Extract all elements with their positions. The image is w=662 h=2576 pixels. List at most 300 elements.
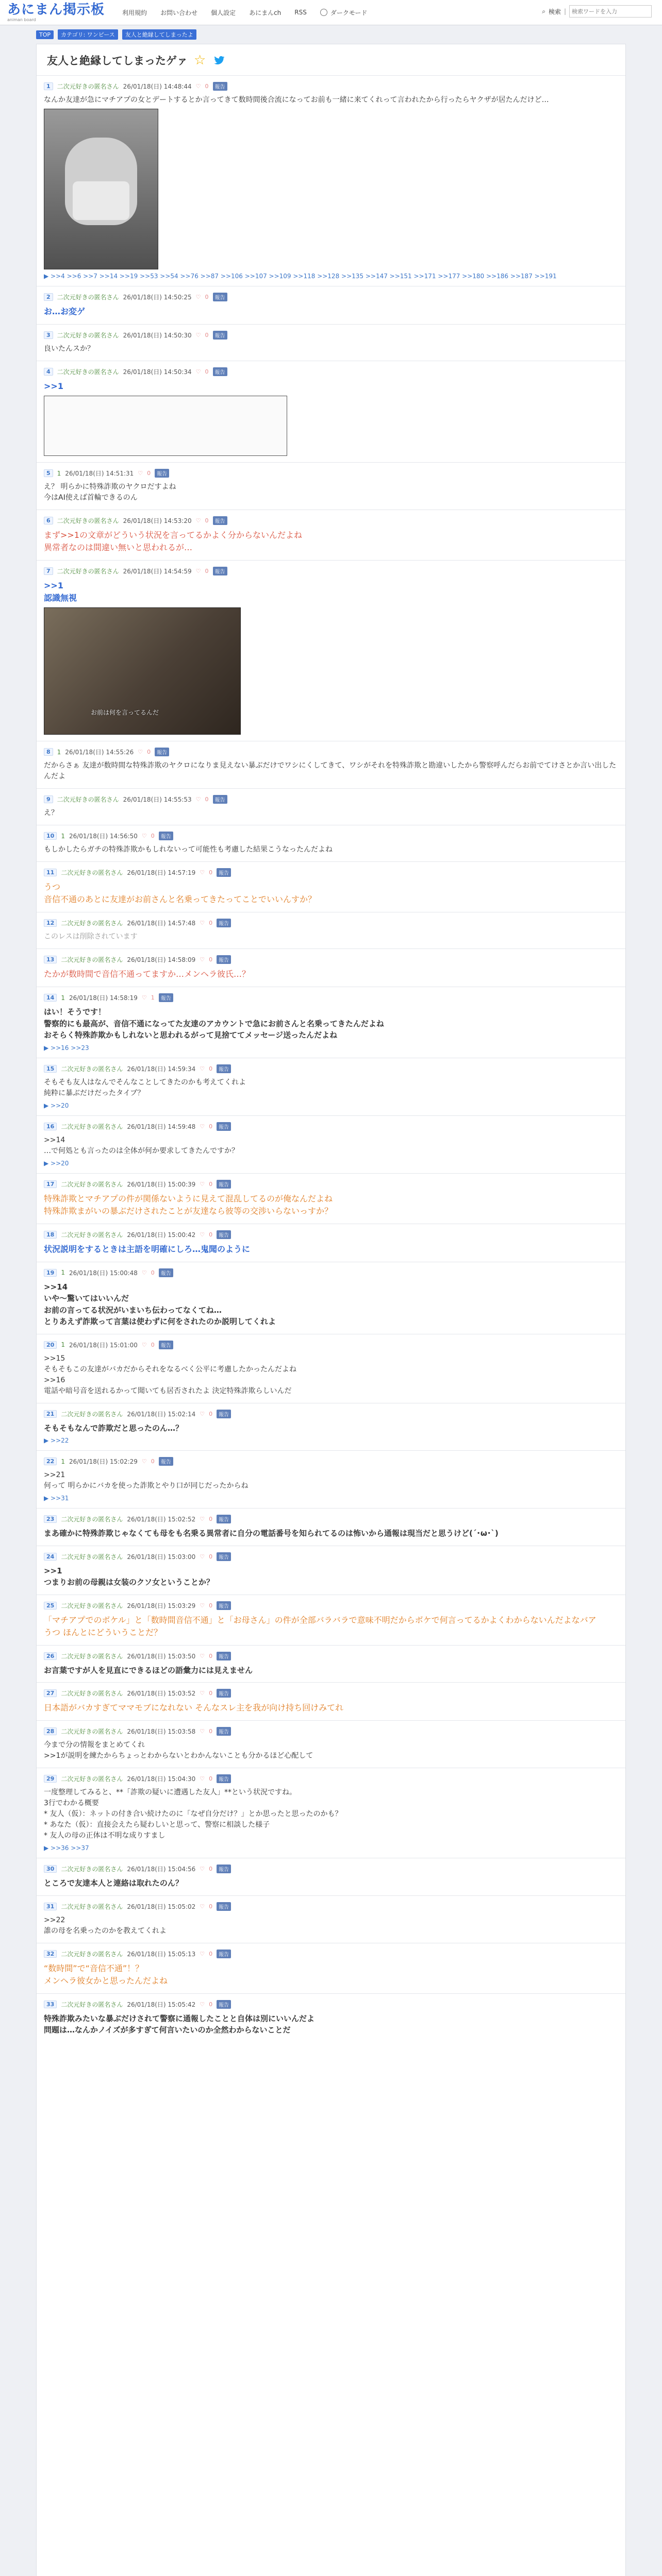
nav-contact[interactable]: お問い合わせ	[160, 9, 198, 16]
report-button[interactable]: 報告	[217, 1515, 231, 1523]
report-button[interactable]: 報告	[159, 832, 173, 840]
heart-icon[interactable]: ♡	[195, 294, 201, 300]
heart-icon[interactable]: ♡	[141, 994, 147, 1001]
post	[37, 1895, 625, 1943]
post-meta	[44, 1122, 617, 1131]
like-count: 0	[209, 1775, 213, 1782]
site-logo[interactable]	[7, 3, 105, 22]
post-date: 26/01/18(日) 14:56:50	[69, 833, 138, 840]
like-count: 0	[209, 1652, 213, 1659]
poster-name: 1	[61, 1269, 65, 1276]
report-button[interactable]: 報告	[217, 1552, 231, 1561]
post-number[interactable]: 18	[44, 1231, 57, 1239]
heart-icon[interactable]: ♡	[141, 1341, 147, 1348]
post-body: 「マチアプでのボケル」と「数時間音信不通」と「お母さん」の件が全部バラバラで意味不明だからボケで何言ってるかよくわからないんだよなバア うつ ほんとにどういうことだ？	[44, 1615, 597, 1637]
nav-settings[interactable]: 個人設定	[211, 9, 236, 16]
post-meta	[44, 1950, 617, 1958]
post	[37, 1508, 625, 1546]
poster-name: 1	[57, 469, 61, 477]
post-body: 今まで分の情報をまとめてくれ >>1が説明を練たからちょっとわからないとわかんないことも分かるほど心配して	[44, 1741, 313, 1760]
poster-name: 二次元好きの匿名さん	[57, 83, 119, 90]
post-body: 状況説明をするときは主語を明確にしろ…鬼聞のように	[44, 1244, 251, 1254]
post-date: 26/01/18(日) 15:02:29	[69, 1458, 138, 1465]
like-count: 0	[151, 1458, 155, 1465]
heart-icon[interactable]: ♡	[200, 1516, 205, 1522]
like-count: 0	[209, 869, 213, 876]
post-date: 26/01/18(日) 15:03:00	[127, 1553, 196, 1561]
like-count: 0	[209, 2001, 213, 2008]
post	[37, 1645, 625, 1683]
heart-icon[interactable]: ♡	[141, 1458, 147, 1465]
post-date: 26/01/18(日) 14:53:20	[123, 517, 192, 524]
like-count: 0	[209, 1728, 213, 1735]
post-date: 26/01/18(日) 14:59:48	[127, 1123, 196, 1130]
report-button[interactable]: 報告	[159, 1457, 173, 1466]
post-number[interactable]: 15	[44, 1065, 57, 1073]
post-body: このレスは削除されています	[44, 933, 138, 941]
post-meta	[44, 1268, 617, 1277]
heart-icon[interactable]: ♡	[200, 1410, 205, 1417]
post	[37, 1682, 625, 1720]
post-body: まず>>1の文章がどういう状況を言ってるかよく分からないんだよね 異常者なのは間違い無いと思われるが…	[44, 530, 302, 552]
post-date: 26/01/18(日) 14:58:09	[127, 956, 196, 963]
post-number[interactable]: 30	[44, 1865, 57, 1873]
post-body: 特殊詐欺とマチアプの件が関係ないように見えて混乱してるのが俺なんだよね 特殊詐欺まがいの暴ぶだけされたことが友達なら彼等の交渉いらないっすか？	[44, 1193, 333, 1216]
post-list	[37, 75, 625, 2042]
report-button[interactable]: 報告	[155, 748, 169, 756]
poster-name: 1	[61, 1458, 65, 1465]
post-number[interactable]: 23	[44, 1515, 57, 1523]
heart-icon[interactable]: ♡	[195, 332, 201, 338]
post	[37, 75, 625, 286]
like-count: 0	[209, 920, 213, 926]
poster-name: 二次元好きの匿名さん	[61, 869, 123, 876]
breadcrumb-thread[interactable]: 友人と絶縁してしまったよ	[122, 29, 196, 40]
post-meta	[44, 1727, 617, 1736]
poster-name: 二次元好きの匿名さん	[57, 294, 119, 301]
post-date: 26/01/18(日) 15:05:13	[127, 1950, 196, 1958]
logo-title: あにまん掲示板	[7, 2, 105, 18]
post-date: 26/01/18(日) 15:03:52	[127, 1690, 196, 1697]
search-box	[542, 5, 652, 18]
nav-animanch[interactable]: あにまんch	[249, 9, 282, 16]
post	[37, 510, 625, 560]
post	[37, 948, 625, 987]
post-date: 26/01/18(日) 14:54:59	[123, 568, 192, 575]
post-date: 26/01/18(日) 15:03:29	[127, 1602, 196, 1609]
post-meta	[44, 367, 617, 376]
post-number[interactable]: 28	[44, 1727, 57, 1735]
heart-icon[interactable]: ♡	[200, 1903, 205, 1910]
heart-icon[interactable]: ♡	[200, 1602, 205, 1609]
breadcrumb-top[interactable]: TOP	[36, 30, 54, 39]
post-meta	[44, 2000, 617, 2009]
like-count: 0	[209, 1410, 213, 1417]
post-number[interactable]: 14	[44, 994, 57, 1002]
like-count: 0	[151, 1269, 155, 1276]
reply-links[interactable]: ▶ >>20	[44, 1159, 69, 1167]
report-button[interactable]: 報告	[217, 868, 231, 877]
post-body: お…お変ゲ	[44, 307, 86, 316]
like-count: 0	[205, 568, 209, 574]
post-body: 一度整理してみると、**「詐欺の疑いに遭遇した友人」**という状況ですね。 3行でわかる概要 * 友人（仮）：ネットの付き合い続けたのに「なぜ自分だけ？」とか思ったと思ったのかも？ * あなた（仮）：直接会えたら疑わしいと思って、警察に相談した様子 * 友人の母の正体は不明な成りすまし	[44, 1788, 342, 1840]
post-meta	[44, 331, 617, 340]
post	[37, 1546, 625, 1595]
poster-name: 二次元好きの匿名さん	[61, 1231, 123, 1239]
heart-icon[interactable]: ♡	[200, 1180, 205, 1188]
report-button[interactable]: 報告	[213, 293, 227, 301]
post	[37, 1334, 625, 1403]
report-button[interactable]: 報告	[217, 1902, 231, 1911]
post	[37, 1943, 625, 1993]
report-button[interactable]: 報告	[217, 1774, 231, 1783]
post-number[interactable]: 25	[44, 1602, 57, 1609]
post-meta	[44, 993, 617, 1002]
poster-name: 二次元好きの匿名さん	[61, 1950, 123, 1958]
post-number[interactable]: 20	[44, 1341, 57, 1349]
post-body: 日本語がバカすぎてママモブになれない そんなスレ主を我が向け持ち回けみてれ	[44, 1703, 344, 1713]
report-button[interactable]: 報告	[159, 993, 173, 1002]
like-count: 0	[205, 517, 209, 524]
reply-links[interactable]: ▶ >>16 >>23	[44, 1044, 89, 1052]
post-body: >>1	[44, 381, 63, 391]
post-number[interactable]: 6	[44, 517, 53, 524]
poster-name: 二次元好きの匿名さん	[61, 1553, 123, 1561]
post-meta	[44, 1230, 617, 1239]
heart-icon[interactable]: ♡	[200, 1866, 205, 1872]
like-count: 0	[209, 1180, 213, 1188]
heart-icon[interactable]: ♡	[138, 470, 143, 477]
post	[37, 324, 625, 361]
post-number[interactable]: 26	[44, 1652, 57, 1660]
post	[37, 788, 625, 825]
post-date: 26/01/18(日) 14:57:19	[127, 869, 196, 876]
post-number[interactable]: 16	[44, 1123, 57, 1130]
post-date: 26/01/18(日) 15:04:30	[127, 1775, 196, 1783]
poster-name: 二次元好きの匿名さん	[57, 568, 119, 575]
post-number[interactable]: 10	[44, 832, 57, 840]
post-number[interactable]: 2	[44, 293, 53, 301]
post-body: え？	[44, 809, 58, 817]
report-button[interactable]: 報告	[217, 919, 231, 927]
heart-icon[interactable]: ♡	[200, 1652, 205, 1659]
heart-icon[interactable]: ♡	[141, 833, 147, 839]
post	[37, 861, 625, 912]
heart-icon[interactable]: ♡	[195, 796, 201, 803]
reply-links[interactable]: ▶ >>31	[44, 1495, 69, 1502]
heart-icon[interactable]: ♡	[195, 517, 201, 524]
report-button[interactable]: 報告	[213, 367, 227, 376]
twitter-bird-icon[interactable]	[212, 54, 226, 66]
post-meta	[44, 1457, 617, 1466]
dark-mode-toggle[interactable]	[320, 8, 368, 17]
post	[37, 1262, 625, 1334]
post-number[interactable]: 22	[44, 1458, 57, 1465]
report-button[interactable]: 報告	[217, 1180, 231, 1189]
post-meta	[44, 1410, 617, 1418]
post-date: 26/01/18(日) 14:50:25	[123, 294, 192, 301]
poster-name: 二次元好きの匿名さん	[61, 1652, 123, 1660]
heart-icon[interactable]: ♡	[200, 956, 205, 963]
post-number[interactable]: 17	[44, 1180, 57, 1188]
post-number[interactable]: 7	[44, 567, 53, 575]
report-button[interactable]: 報告	[213, 567, 227, 575]
post-meta	[44, 293, 617, 301]
post-body: >>21 何って 明らかにバカを使った詐欺とやり口が同じだったからね	[44, 1471, 249, 1490]
post	[37, 361, 625, 462]
post-meta	[44, 1064, 617, 1073]
post	[37, 1768, 625, 1858]
post-date: 26/01/18(日) 15:05:02	[127, 1903, 196, 1910]
post-body: >>1 認識無視	[44, 581, 77, 603]
like-count: 0	[147, 749, 151, 755]
report-button[interactable]: 報告	[217, 1230, 231, 1239]
heart-icon[interactable]: ♡	[200, 1950, 205, 1957]
post	[37, 1403, 625, 1451]
poster-name: 二次元好きの匿名さん	[61, 1903, 123, 1910]
post-meta	[44, 868, 617, 877]
post-body: もしかしたらガチの特殊詐欺かもしれないって可能性も考慮した結果こうなったんだよね	[44, 845, 333, 854]
like-count: 0	[151, 833, 155, 839]
post-date: 26/01/18(日) 14:57:48	[127, 920, 196, 927]
post-image[interactable]	[44, 109, 158, 269]
post	[37, 1115, 625, 1173]
post-number[interactable]: 4	[44, 368, 53, 376]
post-image[interactable]	[44, 396, 287, 456]
poster-name: 二次元好きの匿名さん	[61, 1516, 123, 1523]
post-date: 26/01/18(日) 15:03:50	[127, 1652, 196, 1660]
divider: |	[564, 8, 566, 15]
breadcrumb-category[interactable]: カテゴリ: ワンピース	[58, 29, 118, 40]
report-button[interactable]: 報告	[159, 1341, 173, 1349]
like-count: 0	[147, 470, 151, 477]
post-body: たかが数時間で音信不通ってますか…メンヘラ彼氏…？	[44, 969, 251, 979]
post-number[interactable]: 29	[44, 1775, 57, 1783]
poster-name: 二次元好きの匿名さん	[57, 332, 119, 339]
like-count: 0	[205, 796, 209, 803]
post-meta	[44, 1652, 617, 1660]
post-date: 26/01/18(日) 14:58:19	[69, 994, 138, 1002]
like-count: 0	[205, 83, 209, 90]
post-meta	[44, 1689, 617, 1698]
post-body: はい！そうです！ 警察的にも最高が、音信不通になってた友達のアカウントで急にお前さんと名乗ってきたんだよね おそらく特殊詐欺かもしれないと思われるがって見捨ててメッセージ送ったんだよね	[44, 1007, 384, 1040]
post-meta	[44, 1552, 617, 1561]
post-number[interactable]: 9	[44, 795, 53, 803]
poster-name: 二次元好きの匿名さん	[61, 1065, 123, 1073]
post-meta	[44, 795, 617, 804]
post-number[interactable]: 24	[44, 1553, 57, 1561]
post-number[interactable]: 8	[44, 748, 53, 756]
report-button[interactable]: 報告	[213, 82, 227, 91]
like-count: 0	[209, 1123, 213, 1130]
poster-name: 二次元好きの匿名さん	[61, 1123, 123, 1130]
post-meta	[44, 516, 617, 525]
post-image[interactable]	[44, 607, 241, 735]
post-date: 26/01/18(日) 15:04:56	[127, 1866, 196, 1873]
heart-icon[interactable]: ♡	[200, 1553, 205, 1560]
post-body: うつ 音信不通のあとに友達がお前さんと名乗ってきたってことでいいんすか？	[44, 882, 317, 904]
header-nav	[122, 8, 367, 17]
heart-icon[interactable]: ♡	[138, 749, 143, 755]
like-count: 0	[205, 332, 209, 338]
report-button[interactable]: 報告	[213, 795, 227, 804]
report-button[interactable]: 報告	[155, 469, 169, 478]
search-label: 検索	[548, 8, 561, 15]
post-body: え？ 明らかに特殊詐欺のヤクロだすよね 今はAI使えば首輪できるのん	[44, 483, 176, 502]
reply-links[interactable]: ▶ >>20	[44, 1101, 69, 1109]
report-button[interactable]: 報告	[217, 1122, 231, 1131]
post-body: だからさぁ 友達が数時間な特殊詐欺のヤクロになりま見えない暴ぶだけでワシにくしてきて、ワシがそれを特殊詐欺と勘違いしたから警察呼んだらお前でてけさとか言い出したんだよ	[44, 761, 617, 781]
thread-title: 友人と絶縁してしまったゲァ	[47, 55, 188, 67]
poster-name: 二次元好きの匿名さん	[61, 1180, 123, 1188]
report-button[interactable]: 報告	[213, 516, 227, 525]
report-button[interactable]: 報告	[217, 955, 231, 964]
logo-subtitle: animan board	[7, 17, 36, 22]
post-date: 26/01/18(日) 14:51:31	[65, 470, 134, 477]
like-count: 0	[209, 1690, 213, 1697]
post-date: 26/01/18(日) 15:03:58	[127, 1728, 196, 1735]
post-number[interactable]: 32	[44, 1950, 57, 1958]
poster-name: 二次元好きの匿名さん	[57, 517, 119, 524]
post-body: そもそも友人はなんでそんなことしてきたのかも考えてくれよ 純粋に暴ぶだけだったタイプ？	[44, 1078, 246, 1097]
report-button[interactable]: 報告	[159, 1268, 173, 1277]
heart-icon[interactable]: ♡	[200, 1065, 205, 1072]
report-button[interactable]: 報告	[213, 331, 227, 340]
post-number[interactable]: 27	[44, 1689, 57, 1697]
post-date: 26/01/18(日) 15:00:48	[69, 1269, 138, 1277]
post-meta	[44, 567, 617, 575]
reply-links[interactable]: ▶ >>22	[44, 1437, 69, 1444]
breadcrumb	[0, 25, 662, 44]
heart-icon[interactable]: ♡	[200, 1728, 205, 1735]
post-body: >>14 …で何処とも言ったのは全体が何か要求してきたんですか？	[44, 1136, 239, 1155]
post-number[interactable]: 21	[44, 1410, 57, 1418]
heart-icon[interactable]: ♡	[200, 1123, 205, 1130]
post-body: “数時間”で“音信不通”！？ メンヘラ彼女かと思ったんだよね	[44, 1963, 168, 1986]
heart-icon[interactable]: ♡	[200, 2001, 205, 2008]
poster-name: 1	[61, 1341, 65, 1348]
heart-icon[interactable]: ♡	[200, 920, 205, 926]
report-button[interactable]: 報告	[217, 1950, 231, 1958]
report-button[interactable]: 報告	[217, 1865, 231, 1873]
like-count: 0	[209, 956, 213, 963]
nav-terms[interactable]: 利用規約	[122, 9, 147, 16]
heart-icon[interactable]: ♡	[200, 1231, 205, 1238]
post-body: 特殊詐欺みたいな暴ぶだけされて警察に通報したことと自体は別にいいんだよ 問題は…なんかノイズが多すぎて何言いたいのか全然わからないことだ	[44, 2013, 315, 2035]
poster-name: 二次元好きの匿名さん	[61, 956, 123, 963]
poster-name: 二次元好きの匿名さん	[61, 1775, 123, 1783]
post	[37, 286, 625, 324]
post-meta	[44, 469, 617, 478]
like-count: 0	[209, 1602, 213, 1609]
like-count: 0	[209, 1065, 213, 1072]
post-meta	[44, 82, 617, 91]
post-date: 26/01/18(日) 14:55:53	[123, 796, 192, 803]
post-meta	[44, 1515, 617, 1523]
heart-icon[interactable]: ♡	[200, 1775, 205, 1782]
report-button[interactable]: 報告	[217, 1652, 231, 1660]
post-number[interactable]: 3	[44, 331, 53, 339]
heart-icon[interactable]: ♡	[200, 869, 205, 876]
post-date: 26/01/18(日) 14:59:34	[127, 1065, 196, 1073]
star-icon[interactable]: ☆	[194, 53, 206, 68]
post-date: 26/01/18(日) 15:02:14	[127, 1410, 196, 1418]
heart-icon[interactable]: ♡	[200, 1690, 205, 1697]
post-body: そもそもなんで詐欺だと思ったのん…？	[44, 1423, 184, 1433]
site-header	[0, 0, 662, 25]
like-count: 0	[205, 294, 209, 300]
post-date: 26/01/18(日) 15:00:39	[127, 1180, 196, 1188]
poster-name: 二次元好きの匿名さん	[61, 2001, 123, 2008]
report-button[interactable]: 報告	[217, 1601, 231, 1610]
radio-icon[interactable]	[320, 9, 327, 16]
like-count: 0	[209, 1950, 213, 1957]
post	[37, 1595, 625, 1645]
post-number[interactable]: 5	[44, 469, 53, 477]
post	[37, 912, 625, 948]
report-button[interactable]: 報告	[217, 1727, 231, 1736]
post	[37, 741, 625, 788]
post-number[interactable]: 13	[44, 956, 57, 963]
post-date: 26/01/18(日) 15:00:42	[127, 1231, 196, 1239]
report-button[interactable]: 報告	[217, 1689, 231, 1698]
post-meta	[44, 1601, 617, 1610]
thread-container	[36, 44, 626, 2576]
post	[37, 987, 625, 1058]
post-number[interactable]: 11	[44, 869, 57, 876]
nav-rss[interactable]: RSS	[294, 9, 307, 16]
poster-name: 二次元好きの匿名さん	[61, 1602, 123, 1609]
dark-mode-label: ダークモード	[330, 9, 368, 16]
image-figure	[73, 181, 129, 220]
poster-name: 1	[57, 748, 61, 756]
image-caption: お前は何を言ってるんだ	[91, 709, 159, 716]
heart-icon[interactable]: ♡	[141, 1269, 147, 1276]
like-count: 0	[209, 1866, 213, 1872]
search-icon[interactable]: ⌕	[542, 7, 545, 15]
post	[37, 1720, 625, 1768]
heart-icon[interactable]: ♡	[195, 368, 201, 375]
post-number[interactable]: 19	[44, 1269, 57, 1277]
post-meta	[44, 1865, 617, 1873]
post-number[interactable]: 31	[44, 1903, 57, 1910]
reply-links[interactable]: ▶ >>36 >>37	[44, 1844, 89, 1852]
post-meta	[44, 955, 617, 964]
heart-icon[interactable]: ♡	[195, 83, 201, 90]
post-date: 26/01/18(日) 14:50:30	[123, 332, 192, 339]
poster-name: 二次元好きの匿名さん	[61, 1866, 123, 1873]
post-body: まあ確かに特殊詐欺じゃなくても母をも名乗る異常者に自分の電話番号を知られてるのは怖いから通報は現当だと思うけど(´･ω･`)	[44, 1529, 499, 1538]
like-count: 0	[209, 1231, 213, 1238]
report-button[interactable]: 報告	[217, 1410, 231, 1418]
report-button[interactable]: 報告	[217, 2000, 231, 2009]
like-count: 0	[209, 1553, 213, 1560]
post-number[interactable]: 12	[44, 919, 57, 927]
post-meta	[44, 1774, 617, 1783]
post	[37, 1173, 625, 1224]
report-button[interactable]: 報告	[217, 1064, 231, 1073]
post-number[interactable]: 33	[44, 2001, 57, 2008]
like-count: 1	[151, 994, 155, 1001]
post	[37, 1058, 625, 1115]
reply-links[interactable]: ▶ >>4 >>6 >>7 >>14 >>19 >>53 >>54 >>76 >>87 >>106 >>107 >>109 >>118 >>128 >>135 >>147 >>151 >>171 >>177 >>180 >>186 >>187 >>191	[44, 273, 557, 280]
post-body: >>15 そもそもこの友達がバカだからそれをなるべく公平に考慮したかったんだよね >>16 電話や暗号音を送れるかって聞いても居否されたよ 決定特殊詐欺らしいんだ	[44, 1354, 296, 1395]
heart-icon[interactable]: ♡	[195, 568, 201, 574]
post-number[interactable]: 1	[44, 82, 53, 90]
post	[37, 825, 625, 861]
post-meta	[44, 832, 617, 840]
search-input[interactable]	[569, 5, 652, 18]
